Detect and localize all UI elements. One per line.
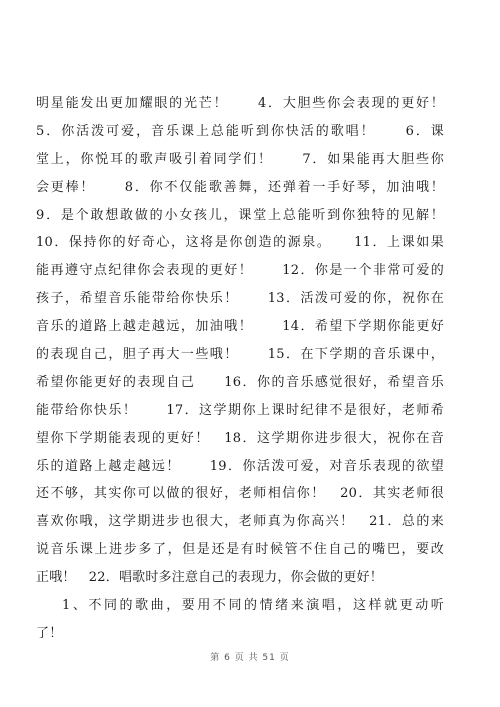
text-line: 5．你活泼可爱，音乐课上总能听到你快活的歌唱！ 6．课 (36, 123, 444, 139)
text-line: 乐的道路上越走越远！ 19．你活泼可爱，对音乐表现的欲望 (36, 458, 444, 474)
text-line: 望你下学期能表现的更好！ 18．这学期你进步很大，祝你在音 (36, 430, 444, 446)
text-line: 音乐的道路上越走越远，加油哦！ 14．希望下学期你能更好 (36, 319, 444, 335)
text-line: 说音乐课上进步多了，但是还是有时候管不住自己的嘴巴，要改 (36, 542, 444, 558)
text-line: 了！ (36, 625, 63, 641)
text-line: 喜欢你哦，这学期进步也很大，老师真为你高兴！ 21．总的来 (36, 514, 444, 530)
text-line: 能带给你快乐！ 17．这学期你上课时纪律不是很好，老师希 (36, 402, 444, 418)
text-line: 能再遵守点纪律你会表现的更好！ 12．你是一个非常可爱的 (36, 263, 444, 279)
text-line: 孩子，希望音乐能带给你快乐！ 13．活泼可爱的你，祝你在 (36, 291, 444, 307)
text-line: 10．保持你的好奇心，这将是你创造的源泉。 11．上课如果 (36, 235, 444, 251)
text-line: 会更棒！ 8．你不仅能歌善舞，还弹着一手好琴，加油哦！ (36, 179, 444, 195)
text-line: 的表现自己，胆子再大一些哦！ 15．在下学期的音乐课中， (36, 347, 444, 363)
text-line: 明星能发出更加耀眼的光芒！ 4．大胆些你会表现的更好！ (36, 96, 444, 111)
page-number-footer: 第 6 页 共 51 页 (210, 653, 290, 663)
text-line: 还不够，其实你可以做的很好，老师相信你！ 20．其实老师很 (36, 486, 444, 502)
text-line: 希望你能更好的表现自己 16．你的音乐感觉很好，希望音乐 (36, 374, 444, 390)
text-line: 正哦！ 22．唱歌时多注意自己的表现力，你会做的更好！ (36, 570, 383, 586)
text-line-indented: 1、不同的歌曲，要用不同的情绪来演唱，这样就更动听 (62, 598, 444, 614)
text-line: 9．是个敢想敢做的小女孩儿，课堂上总能听到你独特的见解！ (36, 207, 444, 223)
document-body (36, 90, 444, 648)
text-line: 堂上，你悦耳的歌声吸引着同学们！ 7．如果能再大胆些你 (36, 151, 444, 167)
